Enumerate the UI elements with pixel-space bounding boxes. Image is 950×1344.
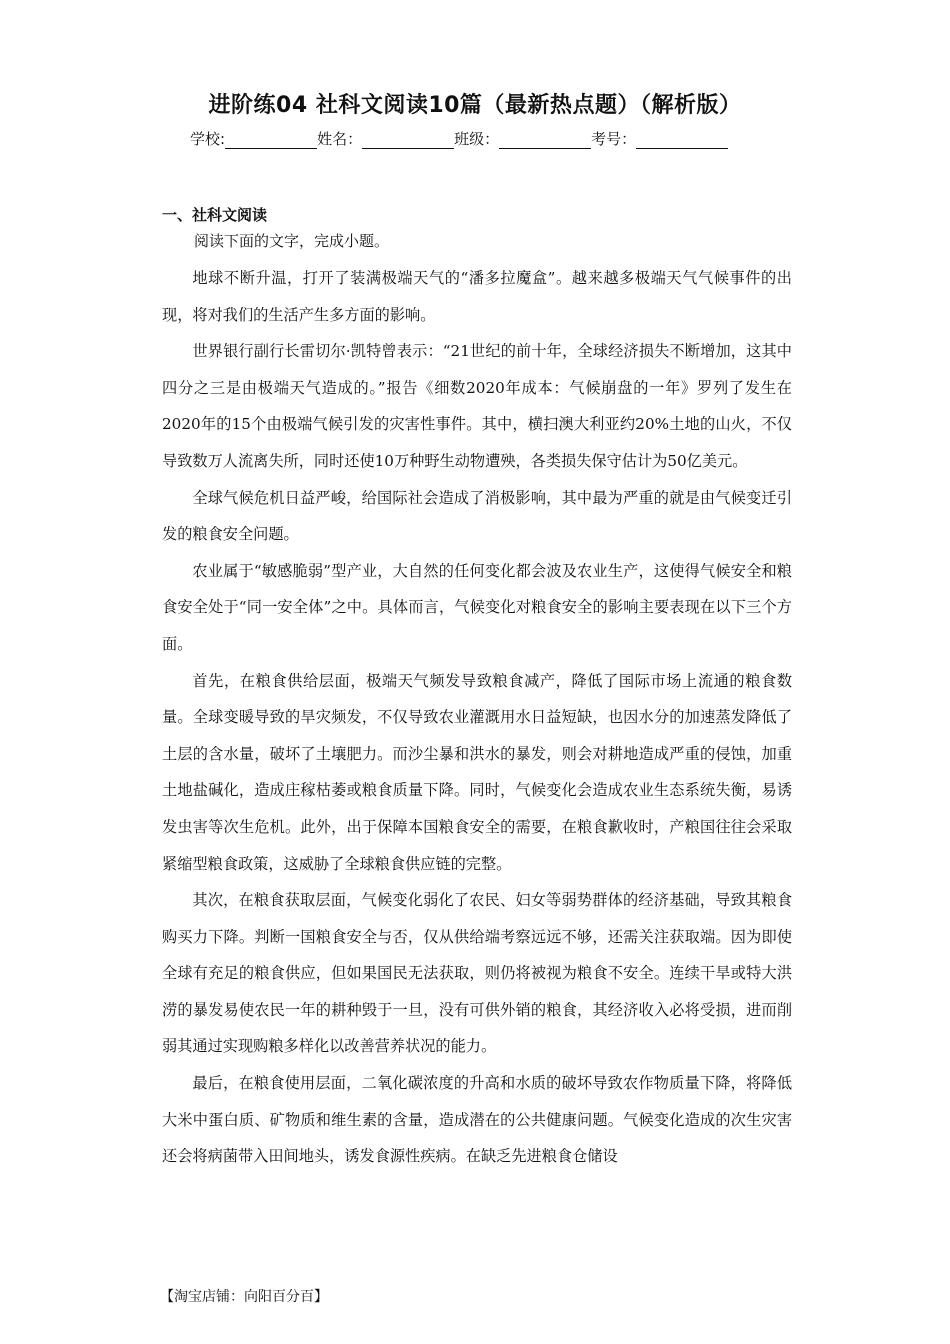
section-heading: 一、社科文阅读: [162, 206, 268, 224]
class-blank[interactable]: [499, 132, 591, 149]
document-title: 进阶练04 社科文阅读10篇（最新热点题）（解析版）: [208, 93, 742, 118]
reading-instruction: 阅读下面的文字，完成小题。: [194, 232, 390, 250]
school-label: 学校:: [190, 130, 226, 148]
shop-footer: 【淘宝店铺：向阳百分百】: [160, 1289, 328, 1305]
class-label: 班级：: [454, 130, 500, 148]
school-blank[interactable]: [225, 132, 317, 149]
paragraph: 其次，在粮食获取层面，气候变化弱化了农民、妇女等弱势群体的经济基础，导致其粮食购买力下降。判断一国粮食安全与否，仅从供给端考察远远不够，还需关注获取端。因为即使全球有充足的粮食供应，但如果国民无法获取，则仍将被视为粮食不安全。连续干旱或特大洪涝的暴发易使农民一年的耕种毁于一旦，没有可供外销的粮食，其经济收入必将受损，进而削弱其通过实现购粮多样化以改善营养状况的能力。: [162, 891, 792, 1056]
paragraph: 首先，在粮食供给层面，极端天气频发导致粮食减产，降低了国际市场上流通的粮食数量。全球变暖导致的旱灾频发，不仅导致农业灌溉用水日益短缺，也因水分的加速蒸发降低了土层的含水量，破坏了土壤肥力。而沙尘暴和洪水的暴发，则会对耕地造成严重的侵蚀，加重土地盐碱化，造成庄稼枯萎或粮食质量下降。同时，气候变化会造成农业生态系统失衡，易诱发虫害等次生危机。此外，出于保障本国粮食安全的需要，在粮食歉收时，产粮国往往会采取紧缩型粮食政策，这威胁了全球粮食供应链的完整。: [162, 671, 792, 873]
name-field: [317, 128, 454, 149]
exam-number-field: [591, 128, 728, 149]
paragraph: 地球不断升温，打开了装满极端天气的“潘多拉魔盒”。越来越多极端天气气候事件的出现，将对我们的生活产生多方面的影响。: [162, 269, 792, 324]
paragraph: 农业属于“敏感脆弱”型产业，大自然的任何变化都会波及农业生产，这使得气候安全和粮食安全处于“同一安全体”之中。具体而言，气候变化对粮食安全的影响主要表现在以下三个方面。: [162, 561, 792, 653]
class-field: [454, 128, 591, 149]
article-body: [162, 260, 792, 1175]
paragraph: 世界银行副行长雷切尔·凯特曾表示：“21世纪的前十年，全球经济损失不断增加，这其中四分之三是由极端天气造成的。”报告《细数2020年成本：气候崩盘的一年》罗列了发生在2020年的15个由极端气候引发的灾害性事件。其中，横扫澳大利亚约20%土地的山火，不仅导致数万人流离失所，同时还使10万种野生动物遭殃，各类损失保守估计为50亿美元。: [162, 342, 792, 470]
paragraph: 全球气候危机日益严峻，给国际社会造成了消极影响，其中最为严重的就是由气候变迁引发的粮食安全问题。: [162, 488, 792, 544]
exam-number-label: 考号：: [591, 130, 637, 148]
paragraph: 最后，在粮食使用层面，二氧化碳浓度的升高和水质的破坏导致农作物质量下降，将降低大米中蛋白质、矿物质和维生素的含量，造成潜在的公共健康问题。气候变化造成的次生灾害还会将病菌带入田间地头，诱发食源性疾病。在缺乏先进粮食仓储设: [162, 1074, 792, 1166]
school-field: [190, 128, 317, 149]
name-blank[interactable]: [362, 132, 454, 149]
exam-number-blank[interactable]: [636, 132, 728, 149]
student-info-row: [190, 128, 770, 149]
name-label: 姓名：: [317, 130, 363, 148]
